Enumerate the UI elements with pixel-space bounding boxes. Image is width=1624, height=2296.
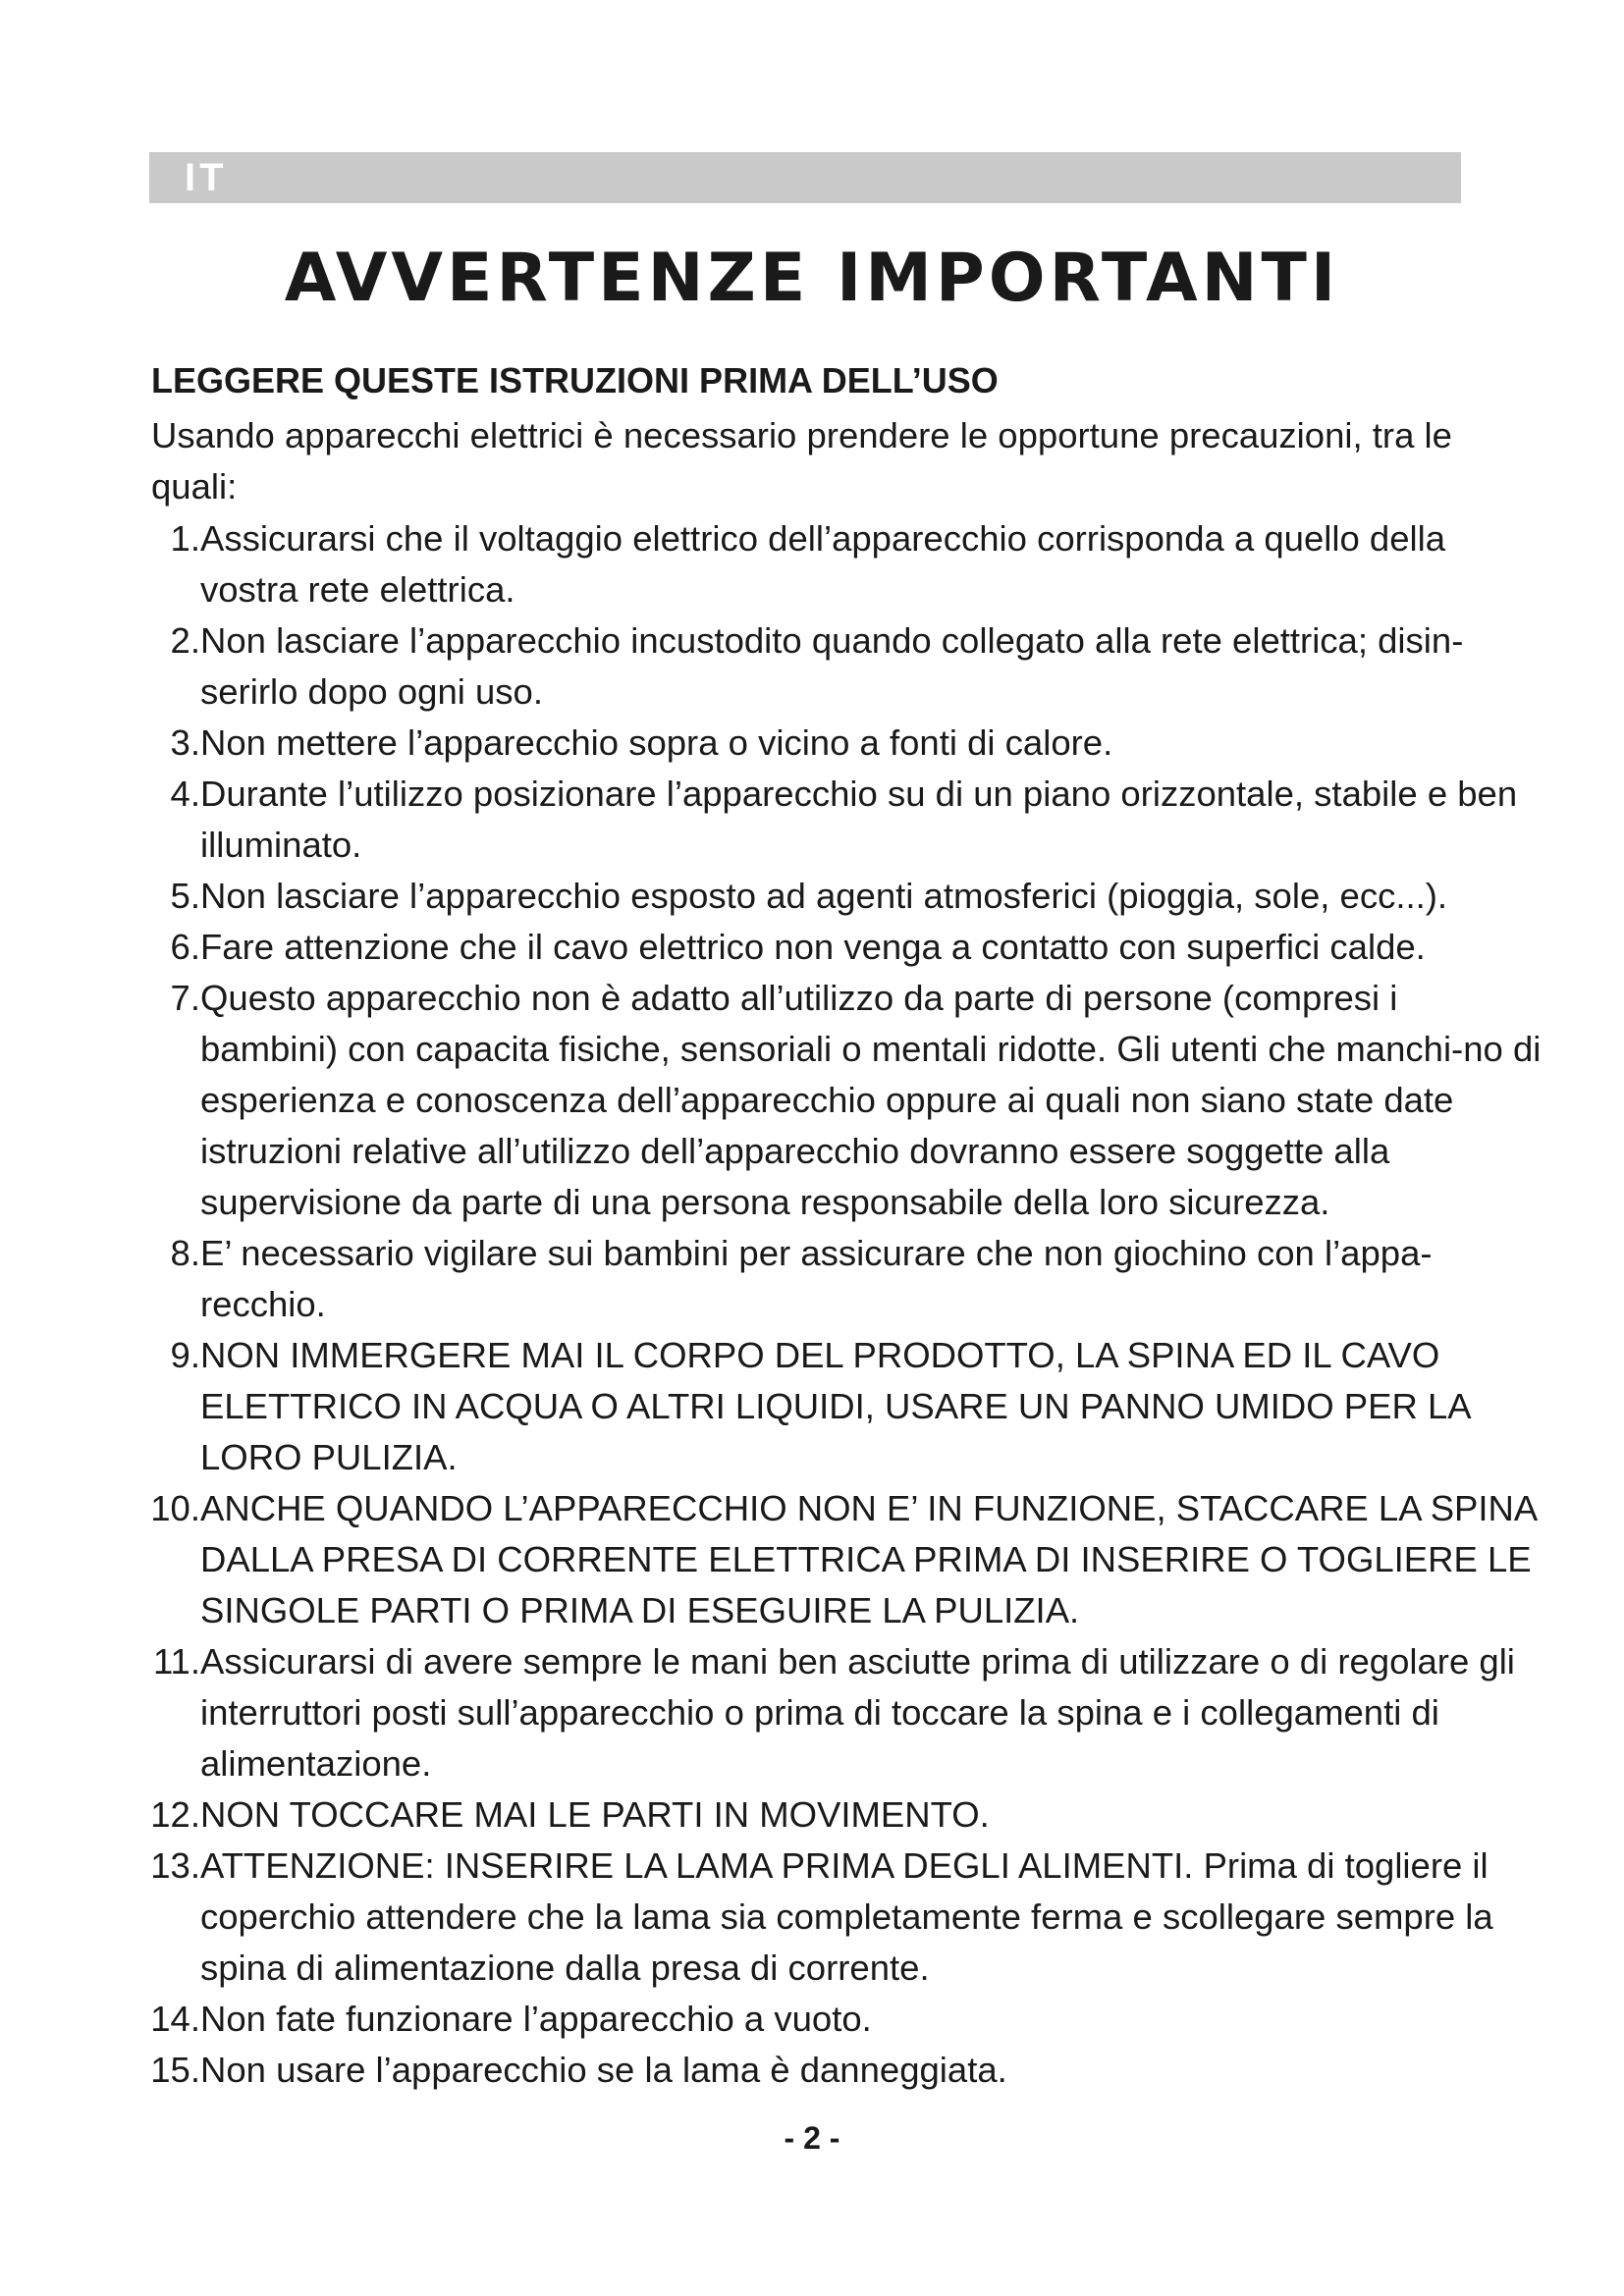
warning-text: Questo apparecchio non è adatto all’utilizzo da parte di persone (compresi i bambini) con capacita fisiche, sensoriali o mentali ridotte. Gli utenti che manchi-no di esperienza e conoscenza dell’apparecchio oppure ai quali non siano state date istruzioni relative all’utilizzo dell’apparecchio dovranno essere soggette alla supervisione da parte di una persona responsabile della loro sicurezza. (200, 978, 1542, 1222)
warning-text: Assicurarsi che il voltaggio elettrico dell’apparecchio corrisponda a quello della vostra rete elettrica. (200, 518, 1446, 610)
warning-item (149, 615, 1543, 718)
warning-number: 11. (152, 1641, 200, 1682)
warning-text: NON IMMERGERE MAI IL CORPO DEL PRODOTTO, LA SPINA ED IL CAVO ELETTRICO IN ACQUA O ALTRI LIQUIDI, USARE UN PANNO UMIDO PER LA LORO PULIZIA. (200, 1335, 1470, 1477)
warning-item (149, 1994, 1543, 2045)
warning-text: ANCHE QUANDO L’APPARECCHIO NON E’ IN FUNZIONE, STACCARE LA SPINA DALLA PRESA DI CORRENTE ELETTRICA PRIMA DI INSERIRE O TOGLIERE LE SINGOLE PARTI O PRIMA DI ESEGUIRE LA PULIZIA. (200, 1488, 1537, 1630)
intro-paragraph: Usando apparecchi elettrici è necessario prendere le opportune precauzioni, tra le quali: (151, 415, 1452, 507)
warnings-list (149, 513, 1543, 2096)
warning-item (149, 769, 1543, 871)
warning-text: Non mettere l’apparecchio sopra o vicino a fonti di calore. (200, 722, 1113, 763)
warning-item (149, 2045, 1543, 2096)
warning-item (149, 1841, 1543, 1994)
warning-number: 15. (150, 2050, 200, 2090)
warning-number: 9. (170, 1335, 200, 1375)
warning-number: 4. (170, 774, 200, 814)
warning-number: 13. (150, 1845, 200, 1886)
warning-number: 5. (170, 876, 200, 916)
warning-number: 12. (150, 1794, 200, 1835)
warning-item (149, 871, 1543, 922)
warning-text: Non lasciare l’apparecchio incustodito quando collegato alla rete elettrica; disin-serirlo dopo ogni uso. (200, 620, 1464, 712)
warning-number: 14. (150, 1999, 200, 2039)
language-bar (149, 152, 1461, 203)
warning-text: Non fate funzionare l’apparecchio a vuoto. (200, 1999, 872, 2039)
warning-number: 8. (170, 1233, 200, 1273)
warning-item (149, 1228, 1543, 1330)
language-code: IT (185, 156, 228, 199)
warning-number: 1. (170, 518, 200, 559)
instructions-subheading: LEGGERE QUESTE ISTRUZIONI PRIMA DELL’USO (151, 360, 999, 400)
warning-text: Non lasciare l’apparecchio esposto ad agenti atmosferici (pioggia, sole, ecc...). (200, 876, 1448, 916)
warning-item (149, 513, 1543, 615)
warning-item (149, 973, 1543, 1228)
warning-item (149, 1330, 1543, 1483)
warning-text: E’ necessario vigilare sui bambini per assicurare che non giochino con l’appa-recchio. (200, 1233, 1433, 1324)
warning-text: NON TOCCARE MAI LE PARTI IN MOVIMENTO. (200, 1794, 990, 1835)
warning-number: 10. (150, 1488, 200, 1528)
warning-text: Assicurarsi di avere sempre le mani ben asciutte prima di utilizzare o di regolare gli interruttori posti sull’apparecchio o prima di toccare la spina e i collegamenti di alimentazione. (200, 1641, 1515, 1784)
warning-number: 2. (170, 620, 200, 661)
warning-number: 3. (170, 722, 200, 763)
warning-text: Fare attenzione che il cavo elettrico non venga a contatto con superfici calde. (200, 927, 1426, 967)
warning-item (149, 718, 1543, 769)
warning-item (149, 1789, 1543, 1841)
page-title: AVVERTENZE IMPORTANTI (284, 240, 1340, 317)
page-number: - 2 - (784, 2120, 840, 2156)
warning-item (149, 1483, 1543, 1636)
warning-item (149, 1636, 1543, 1789)
warning-number: 7. (170, 978, 200, 1018)
warning-text: Durante l’utilizzo posizionare l’apparecchio su di un piano orizzontale, stabile e ben illuminato. (200, 774, 1518, 865)
warning-text: Non usare l’apparecchio se la lama è danneggiata. (200, 2050, 1007, 2090)
warning-text: ATTENZIONE: INSERIRE LA LAMA PRIMA DEGLI ALIMENTI. Prima di togliere il coperchio attendere che la lama sia completamente ferma e scollegare sempre la spina di alimentazione dalla presa di corrente. (200, 1845, 1493, 1988)
warning-item (149, 922, 1543, 973)
warning-number: 6. (170, 927, 200, 967)
